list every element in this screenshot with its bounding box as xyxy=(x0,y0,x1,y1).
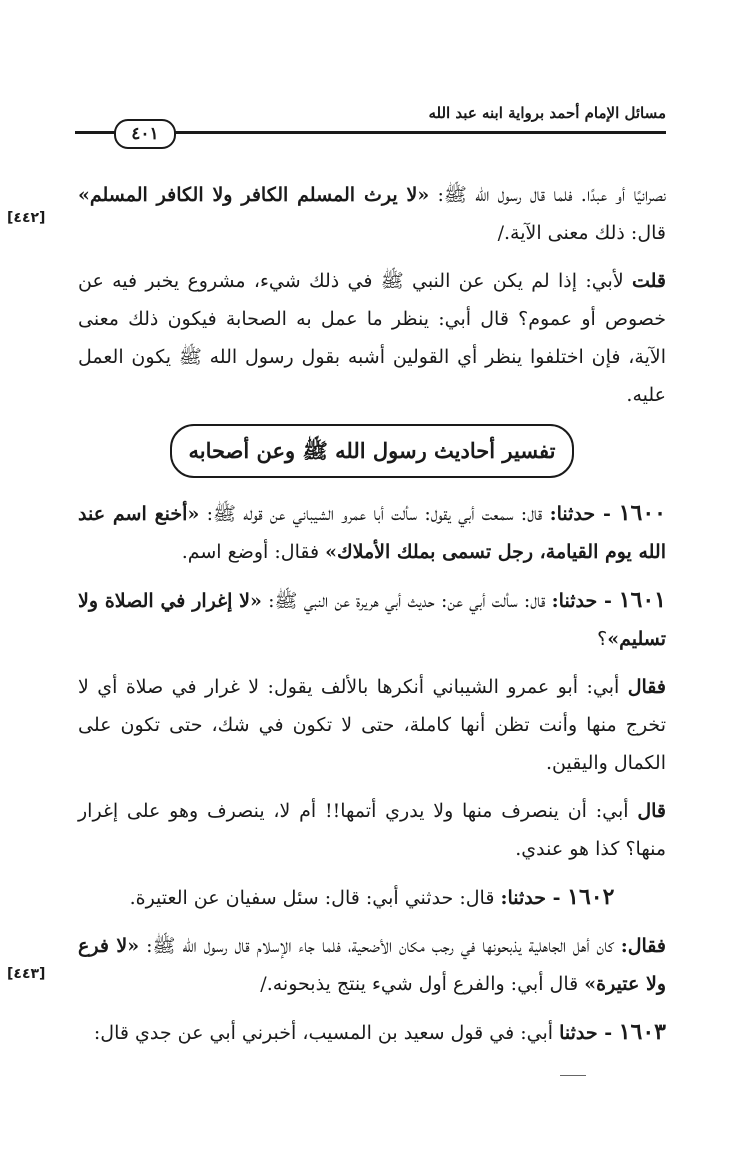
text: نصرانيًا أو عبدًا. فلما قال رسول الله ﷺ: xyxy=(429,184,666,206)
paragraph-qultu xyxy=(78,262,666,414)
hadith-quote: «لا يرث المسلم الكافر ولا الكافر المسلم» xyxy=(78,184,430,206)
hadith-1602 xyxy=(78,878,666,917)
footer-mark xyxy=(560,1075,586,1076)
hadith-1600 xyxy=(78,494,666,571)
hadith-number: ١٦٠١ xyxy=(618,587,666,613)
margin-reference-442: [٤٤٢] xyxy=(7,210,46,226)
main-text xyxy=(78,176,666,1062)
hadith-quote: «لا إغرار في الصلاة ولا تسليم» xyxy=(78,590,666,650)
page-number-badge: ٤٠١ xyxy=(114,119,176,149)
keyword: - حدثنا xyxy=(559,1022,619,1044)
keyword: قلت xyxy=(631,270,666,292)
running-header: مسائل الإمام أحمد برواية ابنه عبد الله xyxy=(428,104,666,122)
text: قال أبي: والفرع أول شيء ينتج يذبحونه./ xyxy=(260,973,585,995)
paragraph-intro xyxy=(78,176,666,252)
text: كان أهل الجاهلية يذبحونها في رجب مكان الأضحية، فلما جاء الإسلام قال رسول الله ﷺ: xyxy=(139,935,621,957)
keyword: فقال: xyxy=(620,935,666,957)
hadith-number: ١٦٠٢ xyxy=(567,884,615,910)
keyword: - حدثنا: xyxy=(500,887,568,909)
section-title: تفسير أحاديث رسول الله ﷺ وعن أصحابه xyxy=(170,424,574,478)
text: أبي: في قول سعيد بن المسيب، أخبرني أبي عن جدي قال: xyxy=(93,1022,560,1044)
keyword: قال xyxy=(637,800,666,822)
text: لأبي: إذا لم يكن عن النبي ﷺ في ذلك شيء، مشروع يخبر فيه عن خصوص أو عموم؟ قال أبي: ينظر ما عمل به الصحابة فيكون ذلك معنى الآية، فإن اختلفوا ينظر أي القولين أشبه بقول رسول الله ﷺ يكون العمل عليه. xyxy=(78,270,666,406)
paragraph-faqala xyxy=(78,927,666,1003)
hadith-quote: «لا فرع ولا عتيرة» xyxy=(78,935,666,995)
margin-reference-443: [٤٤٣] xyxy=(7,966,46,982)
hadith-quote: «أخنع اسم عند الله يوم القيامة، رجل تسمى بملك الأملاك» xyxy=(78,503,666,563)
hadith-1601 xyxy=(78,581,666,658)
text: أبي: أن ينصرف منها ولا يدري أتمها!! أم لا، ينصرف وهو على إغرار منها؟ كذا هو عندي. xyxy=(78,800,666,860)
text: قال: سألت أبي عن: حديث أبي هريرة عن النبي ﷺ: xyxy=(261,590,552,612)
hadith-number: ١٦٠٠ xyxy=(618,500,666,526)
paragraph-faqala-abi xyxy=(78,668,666,782)
keyword: - حدثنا: xyxy=(551,590,619,612)
text: قال: سمعت أبي يقول: سألت أبا عمرو الشيباني عن قوله ﷺ: xyxy=(199,503,550,525)
keyword: - حدثنا: xyxy=(549,503,619,525)
paragraph-qala-abi xyxy=(78,792,666,868)
hadith-1603 xyxy=(78,1013,666,1052)
text: قال: ذلك معنى الآية./ xyxy=(497,222,666,244)
text: فقال: أوضع اسم. xyxy=(181,541,326,563)
text: أبي: أبو عمرو الشيباني أنكرها بالألف يقول: لا غرار في صلاة أي لا تخرج منها وأنت تظن أنها كاملة، حتى لا تكون في شك، حتى تكون على الكمال واليقين. xyxy=(78,676,666,774)
text: قال: حدثني أبي: قال: سئل سفيان عن العتيرة. xyxy=(129,887,501,909)
text: ؟ xyxy=(597,628,608,650)
keyword: فقال xyxy=(627,676,666,698)
hadith-number: ١٦٠٣ xyxy=(618,1019,666,1045)
